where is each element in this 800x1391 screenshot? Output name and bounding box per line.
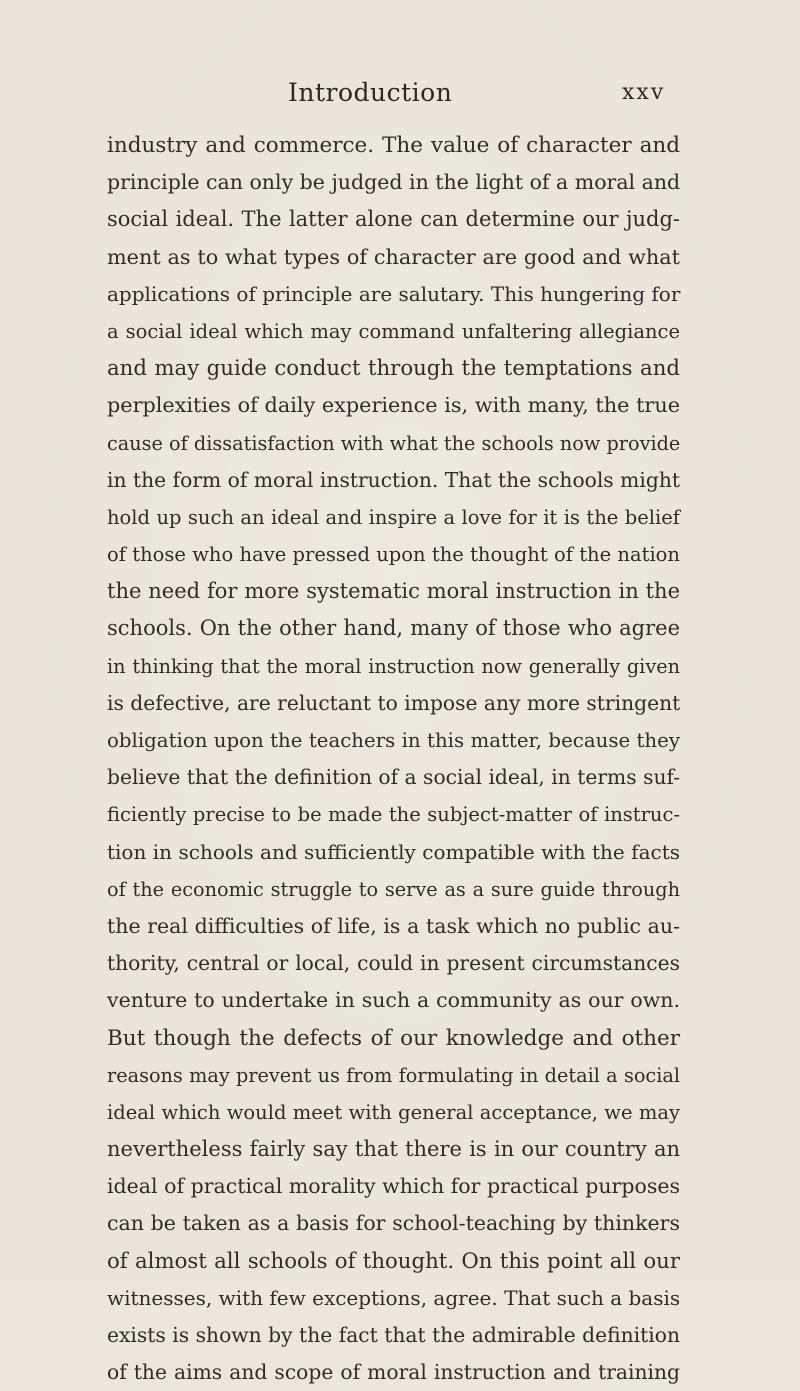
text-line: venture to undertake in such a community as our own. [107,988,680,1013]
text-line: in the form of moral instruction. That the schools might [107,467,680,492]
text-line: reasons may prevent us from formulating in detail a social [107,1063,680,1087]
text-line: is defective, are reluctant to impose any more stringent [107,690,681,715]
text-line: industry and commerce. The value of character and [107,133,680,158]
text-line: applications of principle are salutary. This hungering for [107,281,681,306]
text-line: ideal of practical morality which for practical purposes [107,1174,680,1199]
text-line: exists is shown by the fact that the admirable definition [107,1323,680,1347]
text-line: hold up such an ideal and inspire a love for it is the belief [107,505,680,529]
text-line: schools. On the other hand, many of those who agree [107,616,680,641]
running-head [0,78,800,112]
text-line: perplexities of daily experience is, with many, the true [107,393,680,418]
page-number: xxv [622,80,666,105]
text-line: of the economic struggle to serve as a sure guide through [107,877,680,901]
text-line: can be taken as a basis for school-teaching by thinkers [107,1211,680,1236]
text-line: and may guide conduct through the temptations and [107,356,680,382]
text-line: ficiently precise to be made the subject-matter of instruc- [107,803,680,827]
text-line: witnesses, with few exceptions, agree. That such a basis [107,1285,681,1310]
text-line: the need for more systematic moral instruction in the [107,579,680,604]
text-line: obligation upon the teachers in this matter, because they [107,729,680,752]
text-line: thority, central or local, could in present circumstances [107,951,680,976]
text-line: in thinking that the moral instruction now generally given [107,654,680,678]
text-line: cause of dissatisfaction with what the schools now provide [107,431,681,455]
text-line: ment as to what types of character are good and what [107,244,680,269]
text-line: tion in schools and sufficiently compatible with the facts [107,839,680,864]
text-line: the real difficulties of life, is a task which no public au- [107,913,680,938]
text-line: But though the defects of our knowledge and other [107,1025,680,1051]
text-line: of those who have pressed upon the thought of the nation [107,543,680,567]
text-line: social ideal. The latter alone can determine our judg- [107,207,680,232]
text-line: nevertheless fairly say that there is in our country an [107,1137,680,1162]
running-head-title: Introduction [288,78,453,107]
text-line: of almost all schools of thought. On this point all our [107,1248,680,1274]
text-line: ideal which would meet with general acceptance, we may [107,1100,680,1124]
text-line: believe that the definition of a social ideal, in terms suf- [107,765,681,790]
text-line: of the aims and scope of moral instruction and training [107,1360,680,1385]
text-line: a social ideal which may command unfaltering allegiance [107,319,680,343]
text-line: principle can only be judged in the light of a moral and [107,170,681,195]
body-text [107,127,680,1391]
